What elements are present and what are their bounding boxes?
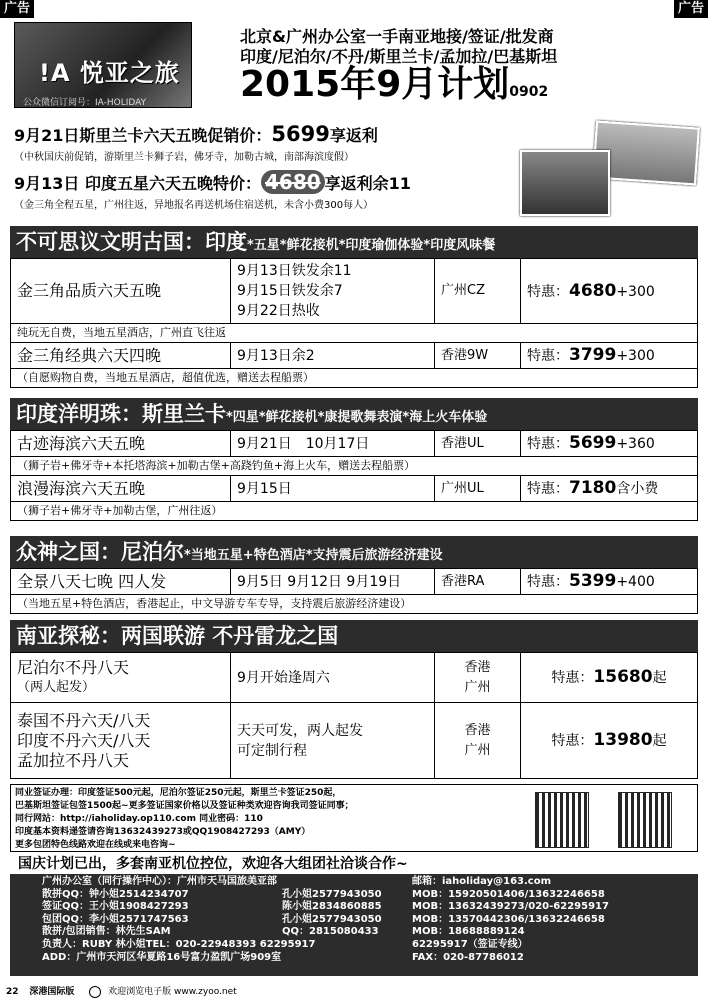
section-srilanka	[10, 398, 698, 430]
route-name	[11, 653, 231, 703]
route-dates: 9月13日余2	[231, 343, 435, 369]
section-subtitle: *五星*鲜花接机*印度瑜伽体验*印度风味餐	[247, 238, 496, 253]
route-price	[521, 431, 698, 457]
contact-row	[42, 939, 698, 952]
price-value: 5399	[569, 571, 617, 591]
route-dates: 9月15日	[231, 476, 435, 502]
plan-code: 0902	[509, 84, 549, 100]
edition-name: 深港国际版	[29, 987, 75, 997]
visa-line: 同业签证办理：印度签证500元起，尼泊尔签证250元起，斯里兰卡签证250起，	[15, 788, 342, 798]
plan-text: 2015年9月计划	[240, 64, 510, 105]
price-extra: +300	[616, 348, 655, 364]
website-text[interactable]: 欢迎浏览电子版 www.zyoo.net	[108, 987, 237, 997]
route-note: （狮子岩+佛牙寺+加勒古堡，广州往返）	[11, 502, 698, 521]
contact-cell: 签证QQ：王小姐1908427293	[42, 901, 189, 913]
route-departure: 广州CZ	[435, 259, 521, 324]
route-departure	[435, 703, 521, 779]
table-row	[11, 259, 698, 324]
contact-cell: 邮箱：iaholiday@163.com	[412, 876, 552, 887]
table-row	[11, 457, 698, 476]
contact-cell: 散拼/包团销售：林先生SAM	[42, 926, 171, 938]
price-label: 特惠：	[551, 733, 594, 749]
route-dates: 9月5日 9月12日 9月19日	[231, 569, 435, 595]
route-price	[521, 259, 698, 324]
ad-label: 广告	[674, 0, 708, 18]
logo-mark: !A 悦亚之旅	[39, 59, 180, 87]
promo-srilanka	[14, 122, 534, 163]
header-line-1: 北京&广州办公室一手南亚地接/签证/批发商	[240, 27, 554, 46]
contact-cell: 孔小姐2577943050	[282, 913, 382, 925]
section-title: 不可思议文明古国：印度	[16, 230, 247, 254]
price-extra: 起	[652, 670, 667, 686]
price-label: 特惠：	[527, 481, 569, 497]
contact-row	[42, 876, 698, 889]
promo-title: 9月21日斯里兰卡六天五晚促销价：	[14, 126, 272, 145]
contact-cell: ADD：广州市天河区华夏路16号富力盈凯广场909室	[42, 951, 282, 963]
price-extra: +400	[616, 574, 655, 590]
promo-note: （中秋国庆前促销，游斯里兰卡狮子岩，佛牙寺，加勒古城，南部海滨度假）	[14, 152, 354, 163]
contact-row	[42, 926, 698, 939]
price-value: 15680	[593, 667, 653, 687]
page-number: 22	[6, 987, 19, 997]
date-line: 9月13日铁发余11	[237, 263, 352, 279]
temple-photo	[520, 150, 610, 216]
price-label: 特惠：	[551, 670, 594, 686]
table-row	[11, 595, 698, 614]
promo-suffix: 享返利余11	[324, 174, 411, 193]
promo-price: 4680	[261, 170, 325, 194]
price-value: 3799	[569, 345, 617, 365]
route-departure: 香港RA	[435, 569, 521, 595]
route-note: （狮子岩+佛牙寺+本托塔海滨+加勒古堡+高跷钓鱼+海上火车，赠送去程船票）	[11, 457, 698, 476]
route-dates: 9月21日 10月17日	[231, 431, 435, 457]
table-row	[11, 703, 698, 779]
visa-line: 巴基斯坦签证包签1500起~更多签证国家价格以及签证种类欢迎咨询我司签证同事；	[15, 801, 354, 811]
route-name-line: 尼泊尔不丹八天	[17, 657, 130, 677]
price-value: 7180	[569, 478, 617, 498]
price-value: 4680	[569, 280, 617, 301]
contact-cell: 散拼QQ：钟小姐2514234707	[42, 888, 189, 900]
contact-cell: MOB：13632439273/020-62295917	[412, 901, 609, 913]
contact-cell: 广州办公室（同行操作中心）：广州市天马国旅美亚部	[42, 876, 277, 887]
route-departure: 香港UL	[435, 431, 521, 457]
srilanka-table	[10, 430, 698, 521]
contact-cell: 孔小姐2577943050	[282, 888, 382, 900]
route-departure	[435, 653, 521, 703]
header-line-2: 印度/尼泊尔/不丹/斯里兰卡/孟加拉/巴基斯坦	[240, 47, 558, 66]
promo-suffix: 享返利	[329, 126, 378, 145]
contact-cell: MOB：18688889124	[412, 926, 525, 938]
contact-cell: MOB：15920501406/13632246658	[412, 888, 605, 900]
table-row	[11, 369, 698, 388]
contact-cell: 陈小姐2834860885	[282, 901, 382, 913]
company-logo	[14, 22, 192, 108]
table-row	[11, 324, 698, 343]
contact-row	[42, 914, 698, 927]
dep-line: 广州	[464, 742, 491, 758]
route-price	[521, 476, 698, 502]
price-extra: 含小费	[616, 481, 659, 497]
contact-row	[42, 901, 698, 914]
route-name: 金三角经典六天四晚	[11, 343, 231, 369]
date-line: 9月22日热收	[237, 303, 320, 319]
promo-india	[14, 170, 534, 211]
contact-cell: 负责人：RUBY 林小姐TEL：020-22948393 62295917	[42, 938, 316, 950]
page-footer	[0, 984, 708, 1000]
visa-info	[10, 784, 698, 852]
route-dates: 天天可发，两人起发 可定制行程	[231, 703, 435, 779]
route-dates	[231, 259, 435, 324]
nepal-table	[10, 568, 698, 614]
section-title: 众神之国：尼泊尔	[16, 540, 184, 564]
dep-line: 香港	[464, 722, 491, 738]
price-label: 特惠：	[527, 436, 569, 452]
price-extra: +360	[616, 436, 655, 452]
header	[8, 18, 700, 111]
route-price	[521, 569, 698, 595]
price-extra: 起	[652, 733, 667, 749]
publisher-logo-icon	[89, 986, 101, 998]
price-label: 特惠：	[527, 348, 569, 364]
visa-line[interactable]: 同行网站：http://iaholiday.op110.com 同业密码：110	[15, 814, 263, 824]
contact-cell: MOB：13570442306/13632246658	[412, 913, 605, 925]
route-departure: 香港9W	[435, 343, 521, 369]
contact-row	[42, 952, 698, 965]
southasia-table	[10, 652, 698, 779]
slogan: 国庆计划已出，多套南亚机位控位，欢迎各大组团社洽谈合作~	[18, 856, 408, 872]
section-subtitle: *四星*鲜花接机*康提歌舞表演*海上火车体验	[226, 410, 488, 425]
route-name: 全景八天七晚 四人发	[11, 569, 231, 595]
table-row	[11, 502, 698, 521]
table-row	[11, 569, 698, 595]
dep-line: 香港	[464, 659, 491, 675]
ad-label: 广告	[0, 0, 34, 18]
route-name: 浪漫海滨六天五晚	[11, 476, 231, 502]
route-price	[521, 343, 698, 369]
contact-cell: 62295917（签证专线）	[412, 938, 528, 950]
logo-subtitle: 公众微信订阅号：IA-HOLIDAY	[23, 98, 147, 108]
promo-title: 9月13日 印度五星六天五晚特价：	[14, 174, 261, 193]
table-row	[11, 431, 698, 457]
qr-code	[618, 792, 672, 848]
route-name-line: 泰国不丹六天/八天	[17, 710, 151, 730]
price-extra: +300	[616, 283, 655, 300]
date-line: 9月15日铁发余7	[237, 283, 343, 299]
section-title: 南亚探秘：两国联游 不丹雷龙之国	[16, 624, 339, 648]
section-title: 印度洋明珠：斯里兰卡	[16, 402, 226, 426]
section-southasia	[10, 620, 698, 652]
route-dates: 9月开始逢周六	[231, 653, 435, 703]
route-note: （当地五星+特色酒店，香港起止，中文导游专车专导，支持震后旅游经济建设）	[11, 595, 698, 614]
table-row	[11, 343, 698, 369]
contact-cell: FAX：020-87786012	[412, 951, 524, 963]
contact-cell: QQ：2815080433	[282, 926, 379, 938]
section-subtitle: *当地五星+特色酒店*支持震后旅游经济建设	[184, 548, 443, 563]
route-name	[11, 703, 231, 779]
contact-row	[42, 889, 698, 902]
route-price	[521, 703, 698, 779]
route-name: 金三角品质六天五晚	[11, 259, 231, 324]
dep-line: 广州	[464, 679, 491, 695]
route-note: 纯玩无自费，当地五星酒店，广州直飞往返	[11, 324, 698, 343]
price-label: 特惠：	[527, 574, 569, 590]
india-table	[10, 258, 698, 388]
visa-line: 印度基本资料递签请咨询13632439273或QQ1908427293（AMY）	[15, 827, 311, 837]
price-value: 13980	[593, 730, 653, 750]
price-label: 特惠：	[527, 283, 569, 300]
table-row	[11, 653, 698, 703]
route-price	[521, 653, 698, 703]
contact-cell: 包团QQ：李小姐2571747563	[42, 913, 189, 925]
contact-panel	[10, 874, 698, 976]
route-departure: 广州UL	[435, 476, 521, 502]
route-name-line: 孟加拉不丹八天	[17, 750, 130, 770]
section-nepal	[10, 536, 698, 568]
route-name-line: 印度不丹六天/八天	[17, 730, 151, 750]
promo-note: （金三角全程五星，广州往返，异地报名再送机场住宿送机，未含小费300每人）	[14, 200, 374, 211]
route-name-line: （两人起发）	[17, 679, 96, 695]
promo-price: 5699	[271, 122, 330, 146]
price-value: 5699	[569, 433, 617, 453]
table-row	[11, 476, 698, 502]
plan-title	[240, 62, 548, 115]
route-note: （自愿购物自费，当地五星酒店，超值优选，赠送去程船票）	[11, 369, 698, 388]
route-name: 古迹海滨六天五晚	[11, 431, 231, 457]
section-india	[10, 226, 698, 258]
visa-line: 更多包团特色线路欢迎在线或来电咨询~	[15, 840, 176, 850]
qr-code	[535, 792, 589, 848]
